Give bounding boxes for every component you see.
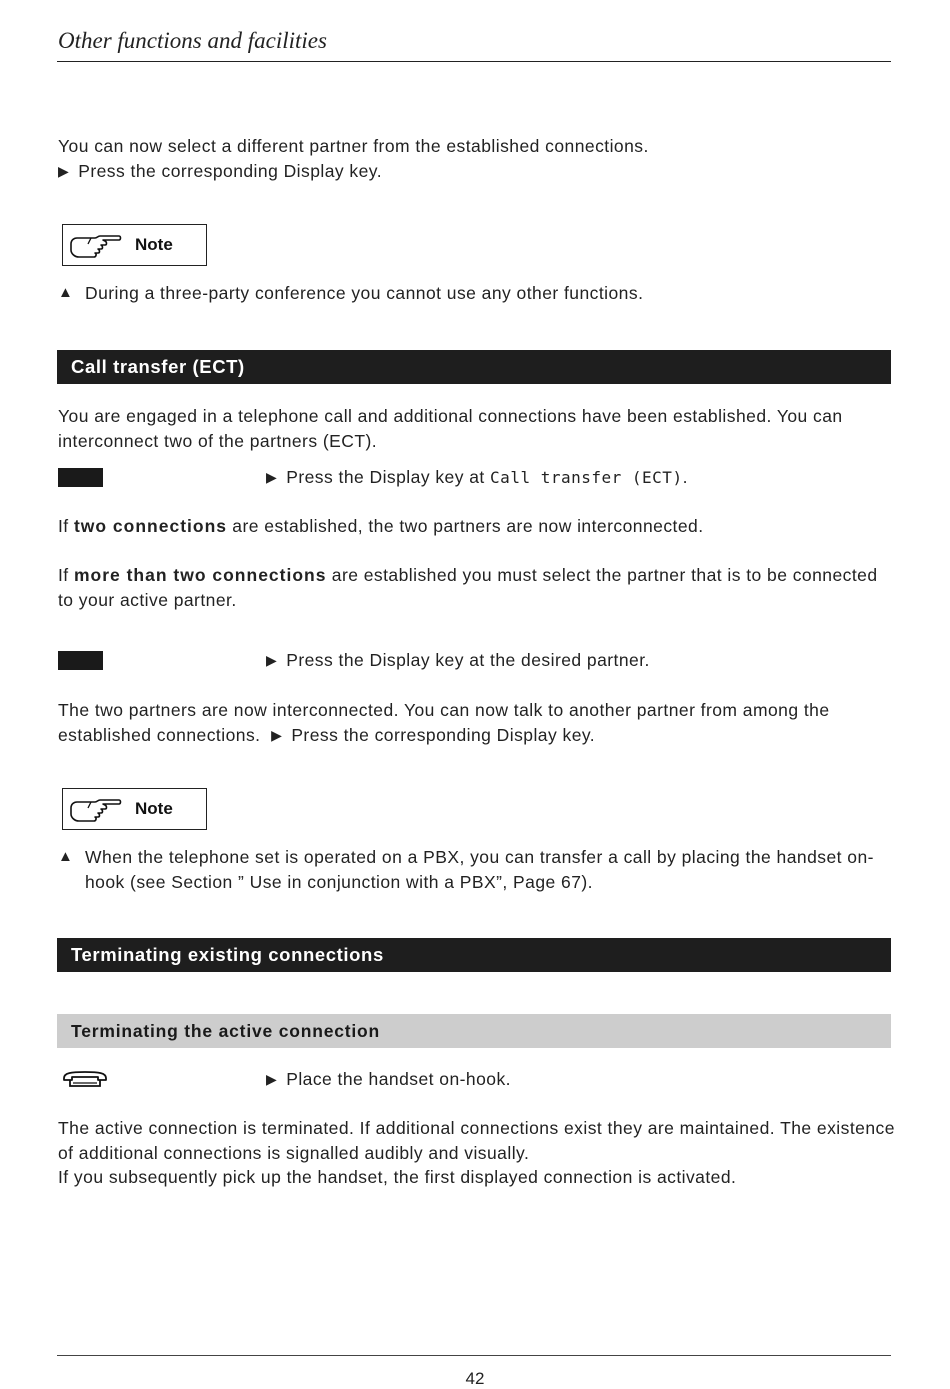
ect-paragraph-4-step: Press the corresponding Display key. <box>291 724 596 745</box>
ect-step-2 <box>266 648 650 673</box>
triangle-up-icon: ▲ <box>58 284 74 301</box>
footer-rule <box>57 1355 891 1356</box>
page-header-title: Other functions and facilities <box>58 28 327 53</box>
ect-step-1 <box>266 465 688 490</box>
term-paragraph-2: If you subsequently pick up the handset, the first displayed connection is activated. <box>58 1167 737 1187</box>
ect-paragraph-3-bold: more than two connections <box>73 565 327 585</box>
intro-line-2: Press the corresponding Display key. <box>78 160 383 181</box>
display-text: Call transfer (ECT) <box>490 468 683 487</box>
term-paragraph <box>58 1116 898 1190</box>
ect-paragraph-1: You are engaged in a telephone call and additional connections have been established. You can interconnect two of the partners (ECT). <box>58 406 843 451</box>
note-1-text: During a three-party conference you cannot use any other functions. <box>85 283 644 303</box>
ect-paragraph-3 <box>58 563 898 612</box>
term-step <box>266 1067 511 1092</box>
note-2-bullet <box>58 845 898 894</box>
note-label: Note <box>135 799 173 818</box>
triangle-right-icon: ▶ <box>266 1071 278 1087</box>
ect-paragraph-2-post: are established, the two partners are now interconnected. <box>227 516 704 536</box>
triangle-right-icon: ▶ <box>266 469 278 485</box>
triangle-right-icon: ▶ <box>58 162 70 179</box>
note-box-1 <box>62 224 207 266</box>
ect-step-1-suffix: . <box>682 467 688 487</box>
triangle-right-icon: ▶ <box>271 726 283 743</box>
triangle-right-icon: ▶ <box>266 652 278 668</box>
ect-paragraph-2 <box>58 514 898 539</box>
section-title-terminating: Terminating existing connections <box>57 938 891 972</box>
ect-step-2-text: Press the Display key at the desired partner. <box>286 650 650 670</box>
note-1-bullet <box>58 281 898 306</box>
note-box-2 <box>62 788 207 830</box>
subsection-title-terminating-active: Terminating the active connection <box>57 1014 891 1048</box>
triangle-up-icon: ▲ <box>58 848 74 865</box>
term-step-text: Place the handset on-hook. <box>286 1069 511 1089</box>
page-number: 42 <box>465 1369 485 1388</box>
ect-paragraph-3-pre: If <box>58 565 74 585</box>
display-key-icon <box>58 651 103 670</box>
handset-icon <box>61 1070 109 1090</box>
ect-paragraph-2-bold: two connections <box>73 516 227 536</box>
section-title-call-transfer: Call transfer (ECT) <box>57 350 891 384</box>
note-2-text: When the telephone set is operated on a PBX, you can transfer a call by placing the handset on-hook (see Section ” Use in conjunction with a PBX”, Page 67). <box>85 847 874 892</box>
header-rule <box>57 61 891 62</box>
pointing-hand-icon <box>67 230 123 260</box>
intro-line-1: You can now select a different partner from the established connections. <box>58 136 649 156</box>
pointing-hand-icon <box>67 794 123 824</box>
intro-paragraph <box>58 134 898 184</box>
ect-paragraph-3-post: are established you must select the partner that is to be connected to your active partner. <box>58 565 878 610</box>
ect-paragraph-4-text: The two partners are now interconnected. You can now talk to another partner from among the established connections. <box>58 700 830 745</box>
term-paragraph-1: The active connection is terminated. If additional connections exist they are maintained. The existence of additional connections is signalled audibly and visually. <box>58 1118 895 1163</box>
ect-step-1-prefix: Press the Display key at <box>286 467 491 487</box>
ect-paragraph-4 <box>58 698 898 748</box>
display-key-icon <box>58 468 103 487</box>
ect-paragraph-2-pre: If <box>58 516 74 536</box>
note-label: Note <box>135 235 173 254</box>
